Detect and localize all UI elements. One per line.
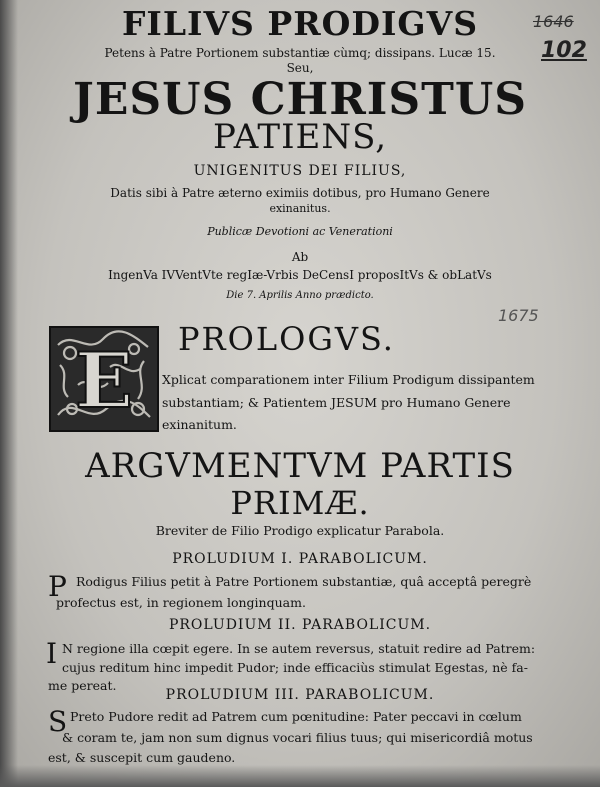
- chronogram-line: IngenVa IVVentVte regIæ-Vrbis DeCensI proposItVs & obLatVs: [108, 268, 492, 282]
- prelude-heading: PROLUDIUM I. PARABOLICUM.: [172, 551, 428, 567]
- main-title-line4: Datis sibi à Patre æterno eximiis dotibus, pro Humano Genere: [110, 186, 490, 200]
- prelude-heading: PROLUDIUM II. PARABOLICUM.: [168, 617, 432, 633]
- page-shadow-left: [0, 0, 18, 787]
- prelude-line: & coram te, jam non sum dignus vocari filius tuus; qui misericordiâ motus: [62, 730, 533, 745]
- handwritten-year: 1675: [498, 306, 539, 325]
- handwritten-crossed-mark: 1646: [533, 12, 574, 31]
- main-title-patiens: PATIENS,: [212, 117, 387, 157]
- prelude-initial: I: [46, 637, 58, 670]
- initial-letter: E: [75, 336, 133, 425]
- prelude-line: Preto Pudore redit ad Patrem cum pœnitudine: Pater peccavi in cœlum: [70, 709, 522, 724]
- prelude-initial: P: [48, 570, 67, 603]
- date-line: Die 7. Aprilis Anno prædicto.: [226, 290, 374, 301]
- prelude-line: me pereat.: [48, 678, 117, 693]
- prologue-heading: PROLOGVS.: [178, 320, 395, 358]
- prelude-line: est, & suscepit cum gaudeno.: [48, 750, 236, 765]
- main-title-line5: exinanitus.: [269, 202, 331, 215]
- prelude-line: N regione illa cœpit egere. In se autem reversus, statuit redire ad Patrem:: [62, 641, 536, 656]
- prelude-initial: S: [48, 705, 68, 738]
- prologue-line: Xplicat comparationem inter Filium Prodigum dissipantem: [162, 372, 535, 387]
- prelude-line: Rodigus Filius petit à Patre Portionem substantiæ, quâ acceptâ peregrè: [76, 574, 532, 589]
- argument-summary: Breviter de Filio Prodigo explicatur Parabola.: [155, 523, 445, 538]
- decorated-initial-e: [48, 325, 160, 433]
- prologue-line: substantiam; & Patientem JESUM pro Humano Genere: [162, 395, 511, 410]
- prelude-heading: PROLUDIUM III. PARABOLICUM.: [165, 687, 435, 703]
- main-title-unigenitus: UNIGENITUS DEI FILIUS,: [193, 163, 407, 179]
- handwritten-page-number: 102: [541, 38, 587, 63]
- dedication-line: Publicæ Devotioni ac Venerationi: [207, 225, 393, 238]
- argument-title-prime: PRIMÆ.: [230, 484, 370, 522]
- prelude-line: cujus reditum hinc impedit Pudor; inde efficaciùs stimulat Egestas, nè fa-: [62, 660, 528, 675]
- prelude-line: profectus est, in regionem longinquam.: [56, 595, 306, 610]
- prologue-line: exinanitum.: [162, 417, 237, 432]
- page-shadow-bottom: [0, 765, 600, 787]
- header-seu: Seu,: [286, 61, 314, 75]
- argument-title: ARGVMENTVM PARTIS: [85, 446, 515, 486]
- header-subtitle: Petens à Patre Portionem substantiæ cùmq; dissipans. Lucæ 15.: [104, 46, 496, 60]
- main-title: JESUS CHRISTUS: [73, 74, 527, 125]
- header-title: FILIVS PRODIGVS: [121, 4, 479, 43]
- ab-line: Ab: [291, 250, 309, 264]
